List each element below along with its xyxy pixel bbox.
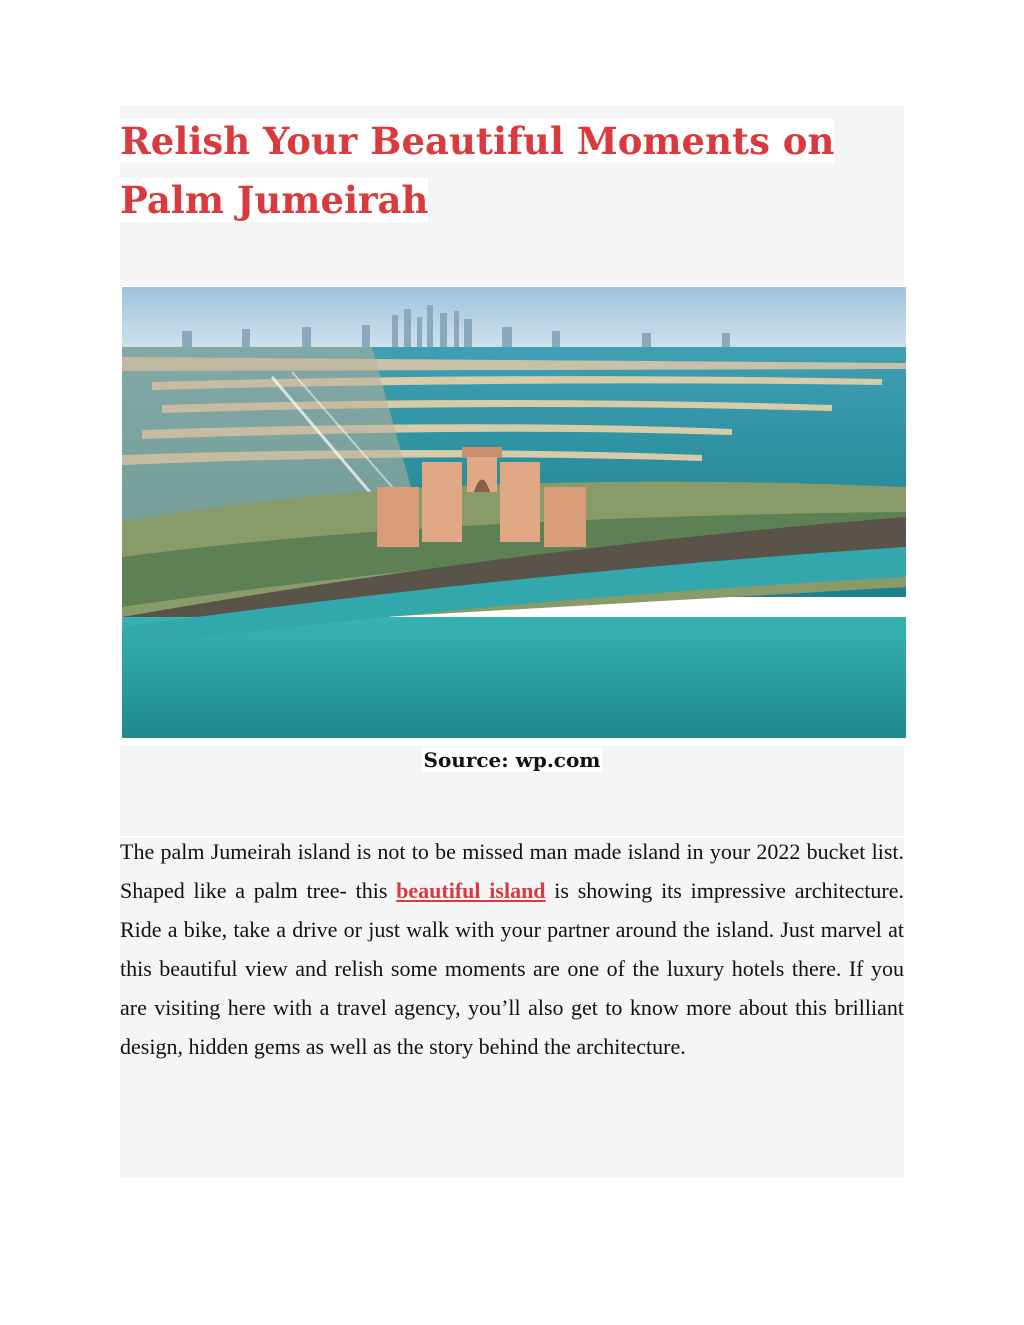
page-title: Relish Your Beautiful Moments on Palm Jumeirah bbox=[120, 119, 835, 222]
image-source-caption: Source: wp.com bbox=[423, 748, 601, 772]
beautiful-island-link[interactable]: beautiful island bbox=[396, 878, 546, 903]
paragraph-text-end: is showing its impressive architecture. Ride a bike, take a drive or just walk with your partner around the island. Just marvel at this beautiful view and relish some moments are one of the luxury hotels there. If you are visiting here with a travel agency, you’ll also get to know more about this brilliant design, hidden gems as well as the story behind the architecture. bbox=[120, 878, 905, 1059]
palm-jumeirah-photo bbox=[122, 287, 906, 738]
article-paragraph bbox=[120, 832, 904, 1066]
paragraph-text-start: The palm Jumeirah island is not to be missed man made island in your 2022 bucket list. Shaped like a palm tree- this bbox=[120, 839, 904, 903]
